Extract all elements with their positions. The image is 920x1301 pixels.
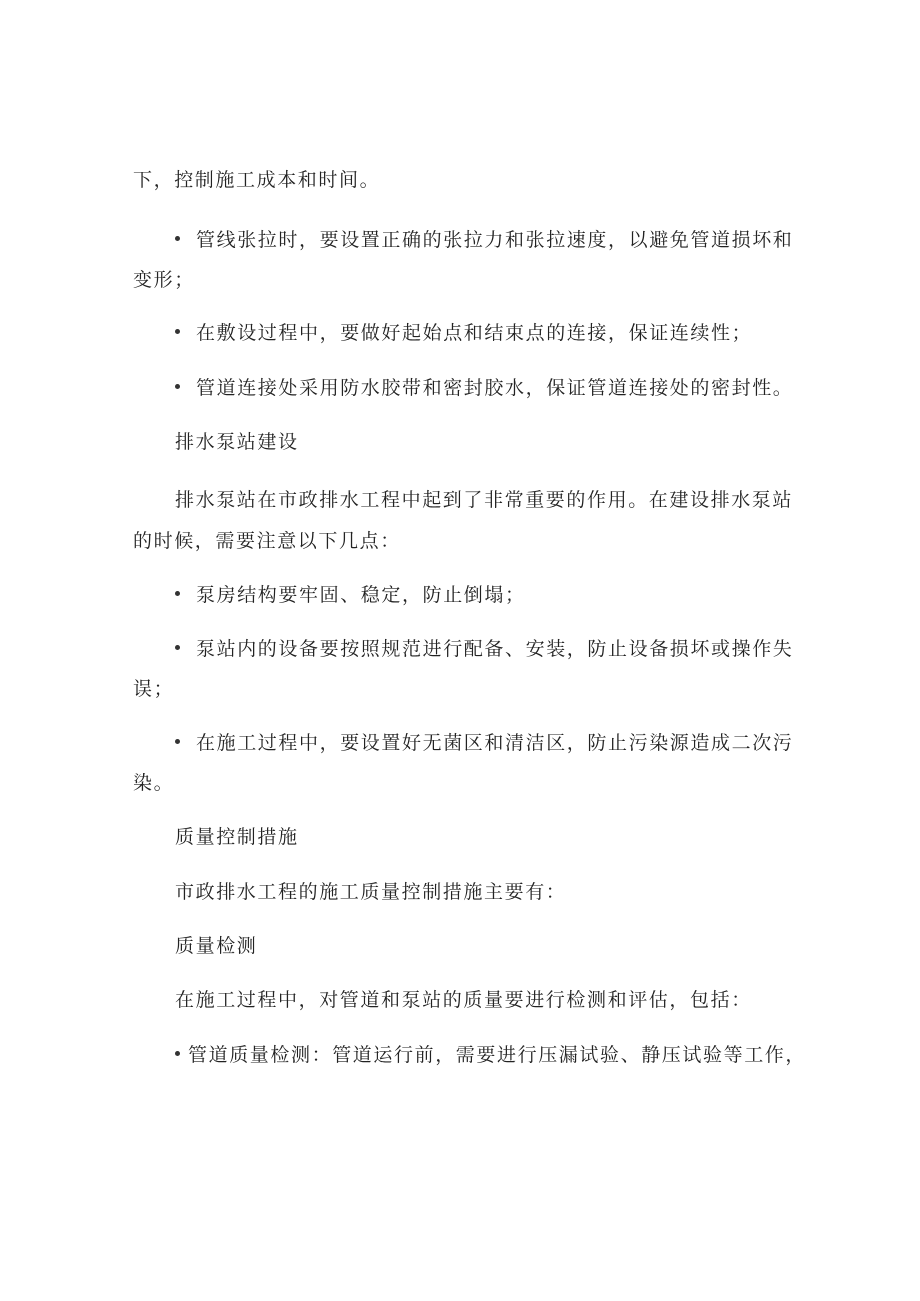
bullet-icon: [175, 645, 180, 650]
bullet-icon: [175, 236, 180, 241]
text-line: 排水泵站在市政排水工程中起到了非常重要的作用。在建设排水泵站: [175, 489, 794, 511]
bullet-item: [175, 1043, 806, 1067]
section-heading: 质量控制措施: [175, 826, 299, 848]
section-heading: 质量检测: [175, 935, 258, 957]
bullet-text: 泵房结构要牢固、稳定，防止倒塌；: [196, 584, 526, 606]
text-line: 染。: [133, 772, 175, 794]
text-line: 在施工过程中，对管道和泵站的质量要进行检测和评估，包括：: [175, 989, 752, 1011]
bullet-text: 管道连接处采用防水胶带和密封胶水，保证管道连接处的密封性。: [196, 377, 794, 399]
bullet-item: [175, 228, 793, 252]
text-line: 市政排水工程的施工质量控制措施主要有：: [175, 881, 567, 903]
bullet-icon: [175, 739, 180, 744]
text-line: 误；: [133, 678, 175, 700]
bullet-text: 泵站内的设备要按照规范进行配备、安装，防止设备损坏或操作失: [196, 638, 794, 660]
bullet-item: [175, 637, 793, 661]
text-line: 变形；: [133, 269, 195, 291]
bullet-icon: [175, 329, 180, 334]
bullet-item: [175, 321, 752, 345]
section-heading: 排水泵站建设: [175, 431, 299, 453]
bullet-item: [175, 731, 793, 755]
bullet-icon: [175, 1051, 180, 1056]
bullet-icon: [175, 384, 180, 389]
bullet-text: 在施工过程中，要设置好无菌区和清洁区，防止污染源造成二次污: [196, 732, 794, 754]
text-line: 下，控制施工成本和时间。: [133, 169, 381, 191]
bullet-item: [175, 583, 526, 607]
bullet-text: 在敷设过程中，要做好起始点和结束点的连接，保证连续性；: [196, 322, 753, 344]
bullet-text: 管道质量检测：管道运行前，需要进行压漏试验、静压试验等工作，: [188, 1044, 807, 1066]
text-line: 的时候，需要注意以下几点：: [133, 530, 401, 552]
bullet-icon: [175, 591, 180, 596]
bullet-text: 管线张拉时，要设置正确的张拉力和张拉速度，以避免管道损坏和: [196, 229, 794, 251]
bullet-item: [175, 376, 793, 400]
